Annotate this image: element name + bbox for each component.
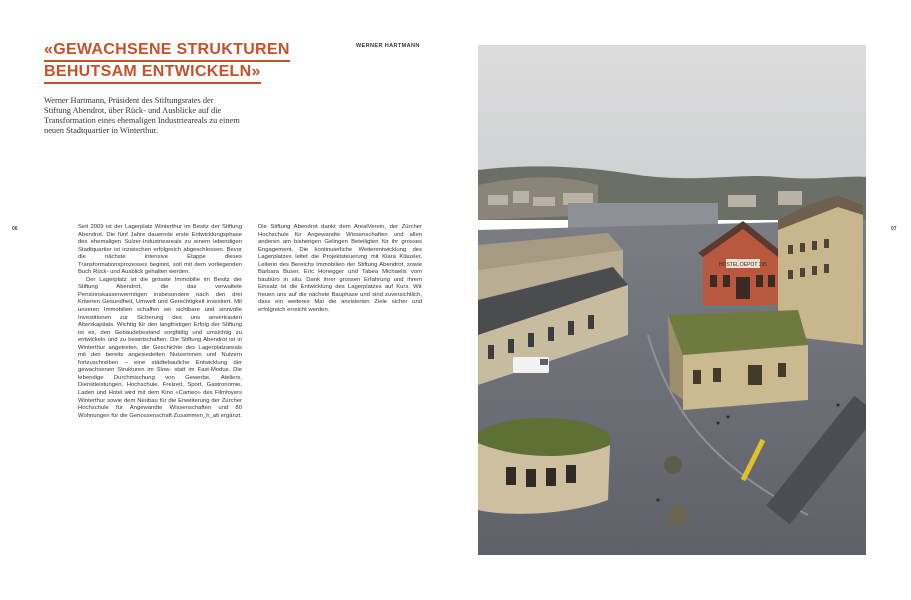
body-paragraph-3: Die Stiftung Abendrot dankt dem ArealVerein, der Zürcher Hochschule für Angewandte Wissenschaften und allen anderen am bisherigen Gelingen Beteiligten für ihr grosses Engagement. Die kontinuierliche Weiterentwicklung des Lagerplatzes leitet die Projektsteuerung mit Klara Kläusler, Leiterin des Bereichs Immobilien der Stiftung Abendrot, sowie Barbara Buser, Eric Honegger und Tabea Michaelis vom baubüro in situ. Dank ihrer grossen Erfahrung und ihrem Einsatz ist die Entwicklung des Lagerplatzes auf Kurs. Wir freuen uns auf die nächste Bauphase und sind zuversichtlich, dass ein weiteres Mal die anvisierten Ziele sicher und erfolgreich erreicht werden. xyxy=(258,224,422,314)
tree xyxy=(664,456,682,474)
hostel-sign-text: HOSTEL DEPOT 195 xyxy=(718,262,768,268)
body-paragraph-2: Der Lagerplatz ist die grösste Immobilie im Besitz der Stiftung Abendrot, die das verwaltete Pensionskassenvermögen insbesondere nach den drei Kriterien Gesundheit, Umwelt und Gerechtigkeit investiert. Mit unseren Immobilien schaffen wir sichtbare und sinnvolle Investitionen zur Sicherung des uns anvertrauten Alterskapitals. Wichtig für den langfristigen Erfolg der Stiftung ist es, den Gebäudebestand sorgfältig und umsichtig zu entwickeln und zu bewirtschaften. Die Stiftung Abendrot ist in Winterthur angetreten, die Geschichte des Lagerplatzareals mit den bereits angesiedelten Nutzerinnen und Nutzern fortzuschreiben – eine städtebauliche Entwicklung der gewachsenen Strukturen im Slow- statt im Fast-Modus. Die lebendige Durchmischung von Gewerbe, Ateliers, Dienstleistungen, Hochschule, Freizeit, Sport, Gastronomie, Laden und Hotel wird mit dem Kino «Cameo» des Filmfoyers Winterthur sowie dem Neubau für die Erweiterung der Zürcher Hochschule für Angewandte Wissenschaften und 80 Wohnungen für die Genossenschaft Zusammen_h_alt ergänzt. xyxy=(78,276,242,419)
tree xyxy=(668,505,688,525)
headline-line-1: «GEWACHSENE STRUKTUREN xyxy=(44,41,290,62)
author-name: WERNER HARTMANN xyxy=(356,43,420,49)
van-window xyxy=(540,359,548,365)
lead-paragraph: Werner Hartmann, Präsident des Stiftungsrates der Stiftung Abendrot, über Rück- und Ausblicke auf die Transformation eines ehemaligen Industrieareals zu einem neuen Stadtquartier in Winterthur. xyxy=(44,96,240,135)
page-number-right: 07 xyxy=(891,226,897,232)
body-paragraph-1: Seit 2009 ist der Lagerplatz Winterthur im Besitz der Stiftung Abendrot. Die fünf Jahre dauernde erste Entwicklungsphase des ehemaligen Sulzer-Industrieareals zu einem lebendigen Stadtquartier ist inzwischen erfolgreich abgeschlossen. Bevor die nächste intensive Etappe dieses Transformationsprozesses beginnt, soll mit dem vorliegenden Buch Rück- und Ausblick gehalten werden. xyxy=(78,224,242,276)
page-number-left: 06 xyxy=(12,226,18,232)
body-column-1 xyxy=(78,224,242,420)
green-roof-building-front xyxy=(683,345,808,410)
article-headline xyxy=(44,41,290,85)
aerial-photo-lagerplatz xyxy=(478,45,866,555)
headline-line-2: BEHUTSAM ENTWICKELN» xyxy=(44,63,261,84)
body-column-2 xyxy=(258,224,422,315)
